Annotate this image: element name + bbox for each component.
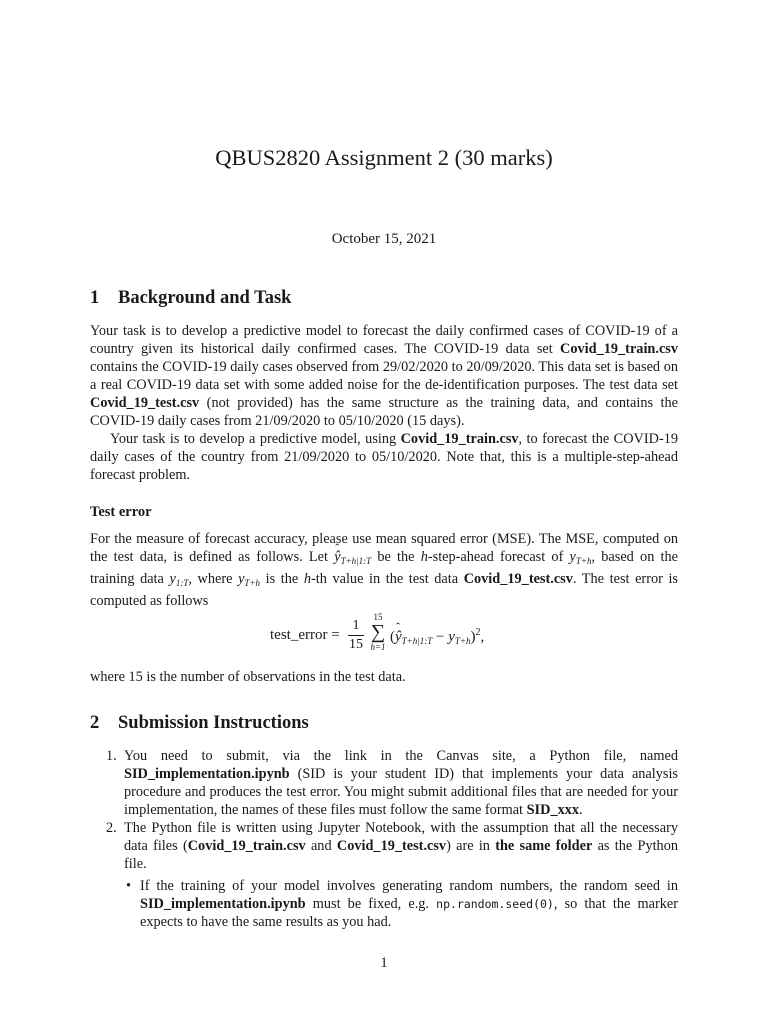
section-1-body <box>90 322 678 484</box>
text: , where <box>188 571 239 587</box>
fraction-bar <box>348 635 364 636</box>
filename: Covid_19_train.csv <box>560 341 678 357</box>
filename: Covid_19_test.csv <box>336 838 447 854</box>
text: -th value in the test data <box>310 571 464 587</box>
list-item <box>106 819 678 873</box>
text: and <box>305 838 337 854</box>
text: must be fixed, e.g. <box>305 896 437 912</box>
math-subscript: T+h <box>244 578 261 588</box>
text: as the Python file. <box>124 838 679 872</box>
list-marker: 1. <box>106 748 117 764</box>
formula-lhs: test_error = <box>270 627 340 643</box>
summation <box>368 612 388 652</box>
sum-symbol: ∑ <box>370 621 386 643</box>
bullet-marker: • <box>126 878 132 894</box>
section-2-heading <box>90 711 309 735</box>
paren: ) <box>470 629 476 645</box>
punctuation: , <box>480 629 485 645</box>
math-subscript: 1:T <box>175 578 189 588</box>
text: For the measure of forecast accuracy, please use mean squared error (MSE). The MSE, computed on the test data, is defined as follows. Let <box>90 531 678 565</box>
text: Your task is to develop a predictive model to forecast the daily confirmed cases of COVID-19 of a country given its historical daily confirmed cases. The COVID-19 data set <box>90 323 678 357</box>
bullet-item <box>126 877 678 931</box>
text: , based on the training data <box>90 549 679 587</box>
list-marker: 2. <box>106 820 117 836</box>
text: (SID is your student ID) that implements your data analysis procedure and produces the test error. You might submit additional files that are needed for your implementation, the names of these files must follow the same format <box>124 766 678 818</box>
math-symbol: y <box>448 629 455 645</box>
section-number: 2 <box>90 713 100 733</box>
filename: Covid_19_train.csv <box>187 838 306 854</box>
fraction-numerator: 1 <box>352 618 360 633</box>
math-symbol: y <box>569 549 576 565</box>
formula-explanation: where 15 is the number of observations in the test data. <box>90 669 406 685</box>
test-error-formula <box>270 612 590 662</box>
math-symbol: h <box>303 571 311 587</box>
section-title: Submission Instructions <box>118 713 309 733</box>
text: . <box>579 802 583 818</box>
text: The Python file is written using Jupyter Notebook, with the assumption that all the necessary data files ( <box>124 820 678 854</box>
code-snippet: np.random.seed(0) <box>436 897 554 911</box>
section-number: 1 <box>90 288 100 308</box>
fraction-denominator: 15 <box>349 637 363 652</box>
document-title: QBUS2820 Assignment 2 (30 marks) <box>215 145 553 170</box>
section-1-heading <box>90 286 291 310</box>
paren: ( <box>390 629 395 645</box>
page-number: 1 <box>380 955 388 971</box>
test-error-body <box>90 530 678 610</box>
filename: Covid_19_train.csv <box>400 431 519 447</box>
paragraph <box>90 530 678 610</box>
text: , so that the marker expects to have the same results as you had. <box>140 896 678 930</box>
text: If the training of your model involves generating random numbers, the random seed in <box>140 878 678 894</box>
math-symbol: ˆ ŷ <box>334 548 340 566</box>
math-subscript: T+h|1:T <box>340 556 372 566</box>
filename: SID_xxx <box>526 802 580 818</box>
formula-rhs <box>390 627 484 646</box>
text: Your task is to develop a predictive model, using <box>110 431 401 447</box>
section-title: Background and Task <box>118 288 292 308</box>
filename: SID_implementation.ipynb <box>124 766 290 782</box>
paragraph <box>90 322 678 430</box>
list-item <box>106 747 678 819</box>
text: be the <box>371 549 421 565</box>
text: You need to submit, via the link in the Canvas site, a Python file, named <box>124 748 678 764</box>
math-symbol: y <box>169 571 176 587</box>
text: (not provided) has the same structure as the training data, and contains the COVID-19 daily cases from 21/09/2020 to 05/10/2020 (15 days). <box>90 395 678 429</box>
filename: Covid_19_test.csv <box>463 571 573 587</box>
text: , to forecast the COVID-19 daily cases of the country from 21/09/2020 to 05/10/2020. Note that, this is a multiple-step-ahead forecast problem. <box>90 431 679 483</box>
minus-sign: − <box>432 629 449 645</box>
filename: SID_implementation.ipynb <box>140 896 306 912</box>
paragraph <box>90 430 678 484</box>
text: . The test error is computed as follows <box>90 571 678 609</box>
text: contains the COVID-19 daily cases observed from 29/02/2020 to 20/09/2020. This data set is based on a real COVID-19 data set with some added noise for the de-identification purposes. The test data set <box>90 359 678 393</box>
text: ) are in <box>446 838 496 854</box>
filename: Covid_19_test.csv <box>90 395 200 411</box>
math-symbol: h <box>420 549 428 565</box>
math-symbol: y <box>238 571 245 587</box>
exponent: 2 <box>475 627 481 638</box>
test-error-heading: Test error <box>90 504 152 520</box>
text: is the <box>260 571 304 587</box>
sum-lower-limit: h=1 <box>370 642 386 652</box>
math-subscript: T+h <box>454 636 471 646</box>
math-subscript: T+h|1:T <box>401 636 433 646</box>
emphasis: the same folder <box>495 838 593 854</box>
text: -step-ahead forecast of <box>427 549 570 565</box>
formula-fraction <box>348 618 364 653</box>
math-subscript: T+h <box>575 556 592 566</box>
math-symbol: ˆ ŷ <box>395 629 402 646</box>
document-date: October 15, 2021 <box>331 231 437 247</box>
submission-list <box>106 747 678 873</box>
sum-upper-limit: 15 <box>373 612 383 622</box>
